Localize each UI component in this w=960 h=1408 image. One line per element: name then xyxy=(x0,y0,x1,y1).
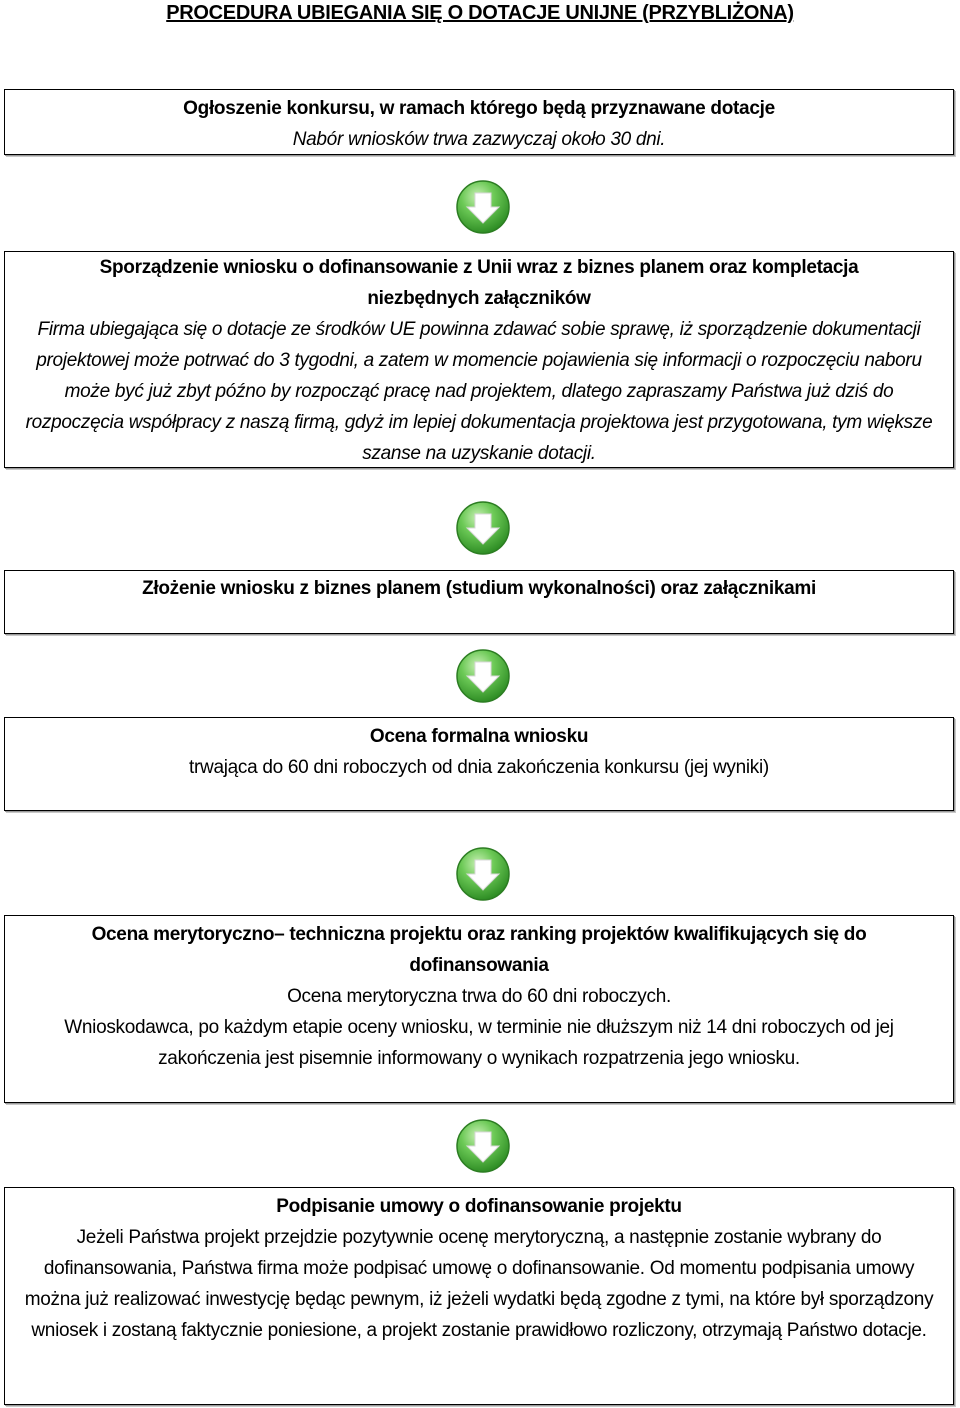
step-body-part1: Jeżeli Państwa projekt przejdzie pozytywnie ocenę merytoryczną, a następnie zostanie wybrany do dofinansowania, Państwa firma może podpisać umowę o dofinansowanie. xyxy=(43,1227,882,1279)
page-title: PROCEDURA UBIEGANIA SIĘ O DOTACJE UNIJNE (PRZYBLIŻONA) xyxy=(166,2,794,24)
step-heading: Sporządzenie wniosku o dofinansowanie z Unii wraz z biznes planem oraz kompletacja niezbędnych załączników xyxy=(99,257,859,309)
step-heading: Złożenie wniosku z biznes planem (studium wykonalności) oraz załącznikami xyxy=(142,578,816,599)
step-box-contract xyxy=(4,1187,954,1405)
step-box-merit-review xyxy=(4,915,954,1103)
green-down-arrow-icon xyxy=(455,1118,511,1174)
step-heading: Podpisanie umowy o dofinansowanie projektu xyxy=(276,1196,682,1217)
green-down-arrow-icon xyxy=(455,648,511,704)
green-down-arrow-icon xyxy=(455,179,511,235)
step-box-submission xyxy=(4,570,954,634)
step-body: Ocena merytoryczna trwa do 60 dni roboczych. xyxy=(287,986,671,1007)
step-body-secondary: Wnioskodawca, po każdym etapie oceny wniosku, w terminie nie dłuższym niż 14 dni roboczych od jej zakończenia jest pisemnie informowany o wynikach rozpatrzenia jego wniosku. xyxy=(64,1017,894,1069)
green-down-arrow-icon xyxy=(455,500,511,556)
step-heading: Ocena formalna wniosku xyxy=(369,726,589,747)
step-body-part2: Od momentu podpisania umowy można już realizować inwestycję będąc pewnym, iż jeżeli wydatki będą zgodne z tymi, na które był sporządzony wniosek i zostaną faktycznie poniesione, a projekt zostanie prawidłowo rozliczony, otrzymają Państwo dotacje. xyxy=(24,1258,934,1341)
step-body: Nabór wniosków trwa zazwyczaj około 30 dni. xyxy=(292,129,666,150)
step-box-announcement xyxy=(4,89,954,155)
step-body: trwająca do 60 dni roboczych od dnia zakończenia konkursu (jej wyniki) xyxy=(189,757,769,778)
green-down-arrow-icon xyxy=(455,846,511,902)
step-box-formal-review xyxy=(4,717,954,811)
step-body: Firma ubiegająca się o dotacje ze środków UE powinna zdawać sobie sprawę, iż sporządzenie dokumentacji projektowej może potrwać do 3 tygodni, a zatem w momencie pojawienia się informacji o rozpoczęciu naboru może być już zbyt późno by rozpocząć pracę nad projektem, dlatego zapraszamy Państwa już dziś do rozpoczęcia współpracy z naszą firmą, gdyż im lepiej dokumentacja projektowa jest przygotowana, tym większe szanse na uzyskanie dotacji. xyxy=(25,319,933,464)
step-heading: Ocena merytoryczno– techniczna projektu oraz ranking projektów kwalifikujących się do dofinansowania xyxy=(91,924,867,976)
step-box-preparation xyxy=(4,251,954,468)
step-body xyxy=(15,1222,943,1346)
step-heading: Ogłoszenie konkursu, w ramach którego będą przyznawane dotacje xyxy=(183,98,775,119)
